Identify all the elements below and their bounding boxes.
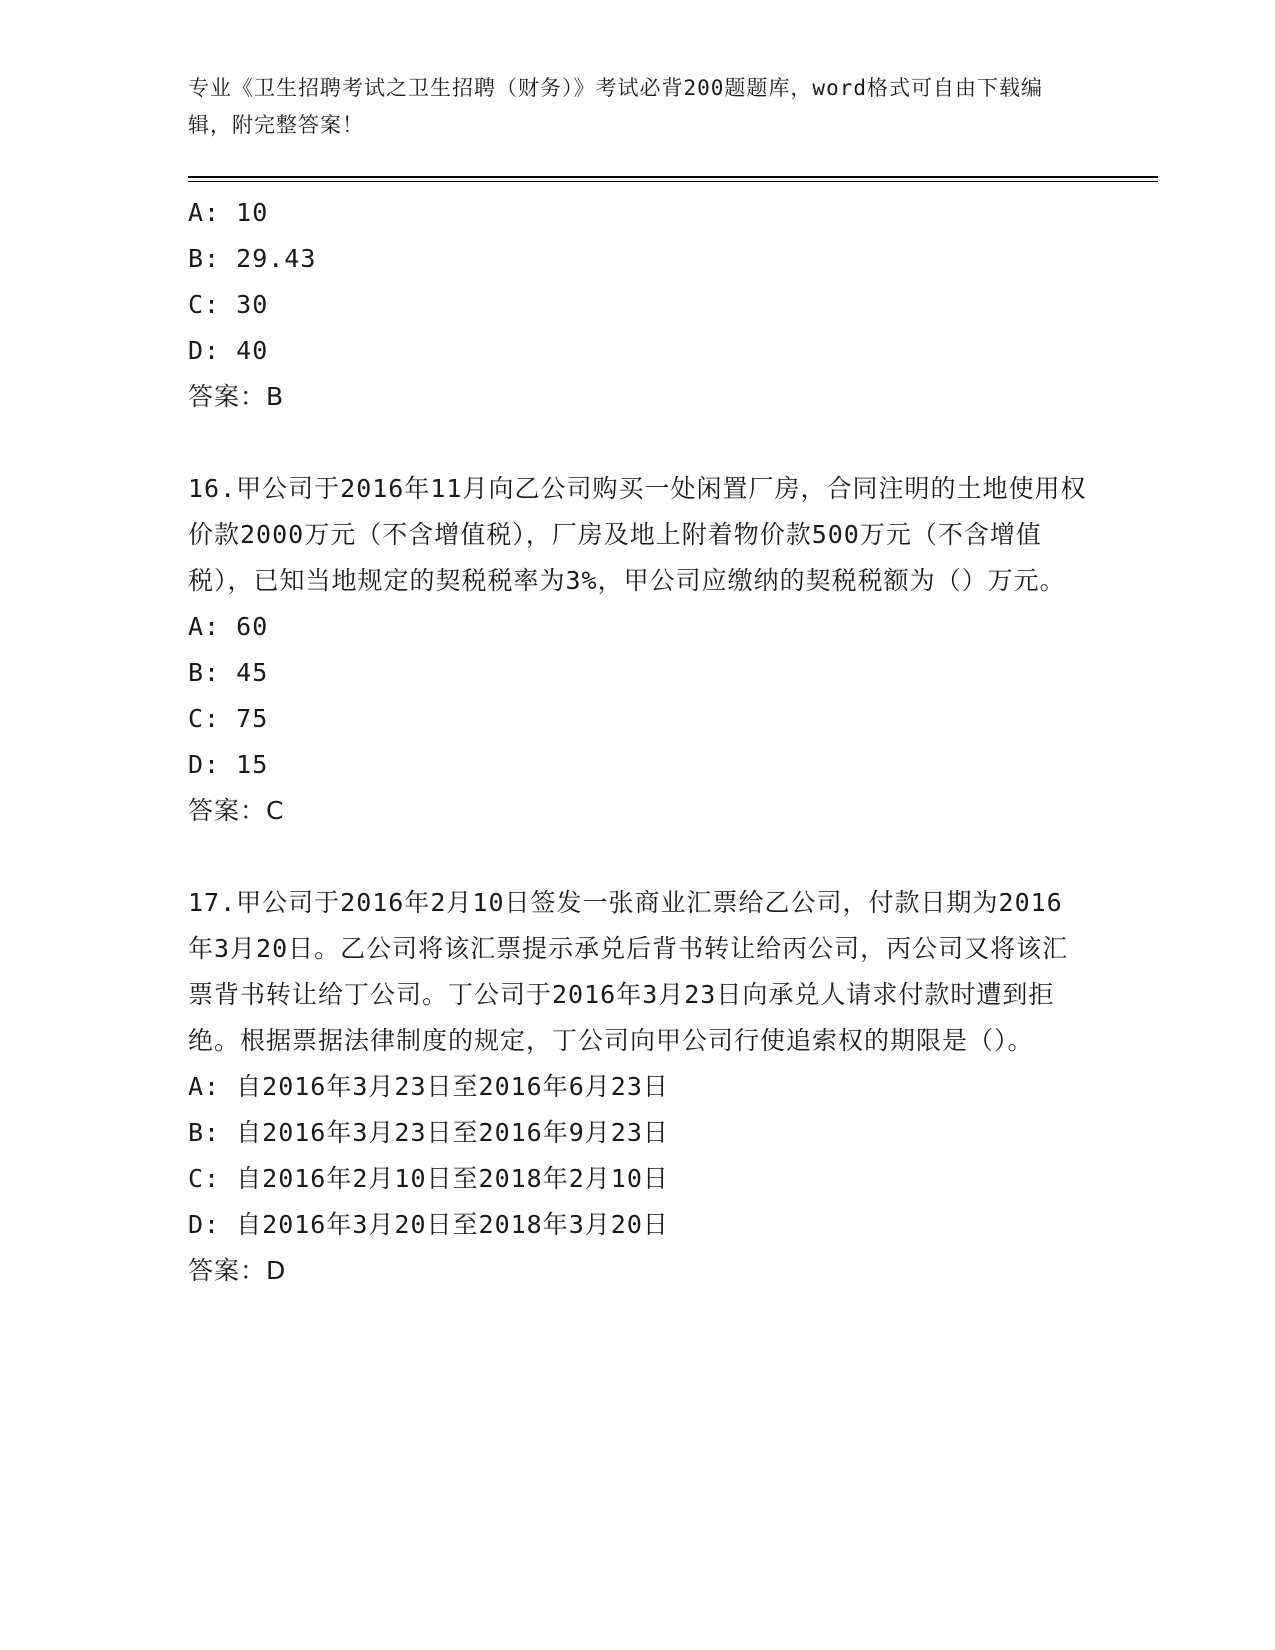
q17-option-b: B: 自2016年3月23日至2016年9月23日 — [188, 1118, 669, 1147]
q16-option-c: C: 75 — [188, 704, 269, 733]
q15-option-d: D: 40 — [188, 336, 269, 365]
question-15-block — [188, 190, 1088, 420]
q15-option-b: B: 29.43 — [188, 244, 317, 273]
question-16-block — [188, 466, 1088, 834]
spacer — [188, 834, 1088, 880]
spacer — [188, 420, 1088, 466]
q16-option-a: A: 60 — [188, 612, 269, 641]
document-header: 专业《卫生招聘考试之卫生招聘（财务）》考试必背200题题库，word格式可自由下载编辑，附完整答案！ — [188, 76, 1043, 137]
q15-answer: 答案：B — [188, 382, 285, 411]
header-rule-thick — [188, 176, 1158, 178]
q17-option-a: A: 自2016年3月23日至2016年6月23日 — [188, 1072, 669, 1101]
q17-option-d: D: 自2016年3月20日至2018年3月20日 — [188, 1210, 669, 1239]
question-17-block — [188, 880, 1088, 1294]
q16-stem: 16.甲公司于2016年11月向乙公司购买一处闲置厂房，合同注明的土地使用权价款2000万元（不含增值税），厂房及地上附着物价款500万元（不含增值税），已知当地规定的契税税率为3%，甲公司应缴纳的契税税额为（）万元。 — [188, 474, 1087, 595]
q16-answer: 答案：C — [188, 796, 285, 825]
q15-option-c: C: 30 — [188, 290, 269, 319]
q17-stem: 17.甲公司于2016年2月10日签发一张商业汇票给乙公司，付款日期为2016年3月20日。乙公司将该汇票提示承兑后背书转让给丙公司，丙公司又将该汇票背书转让给丁公司。丁公司于2016年3月23日向承兑人请求付款时遭到拒绝。根据票据法律制度的规定，丁公司向甲公司行使追索权的期限是（）。 — [188, 888, 1069, 1055]
q17-option-c: C: 自2016年2月10日至2018年2月10日 — [188, 1164, 669, 1193]
q15-option-a: A: 10 — [188, 198, 269, 227]
q16-option-b: B: 45 — [188, 658, 269, 687]
q16-option-d: D: 15 — [188, 750, 269, 779]
question-content — [188, 190, 1088, 1294]
header-rule-thin — [188, 181, 1158, 182]
q17-answer: 答案：D — [188, 1256, 287, 1285]
